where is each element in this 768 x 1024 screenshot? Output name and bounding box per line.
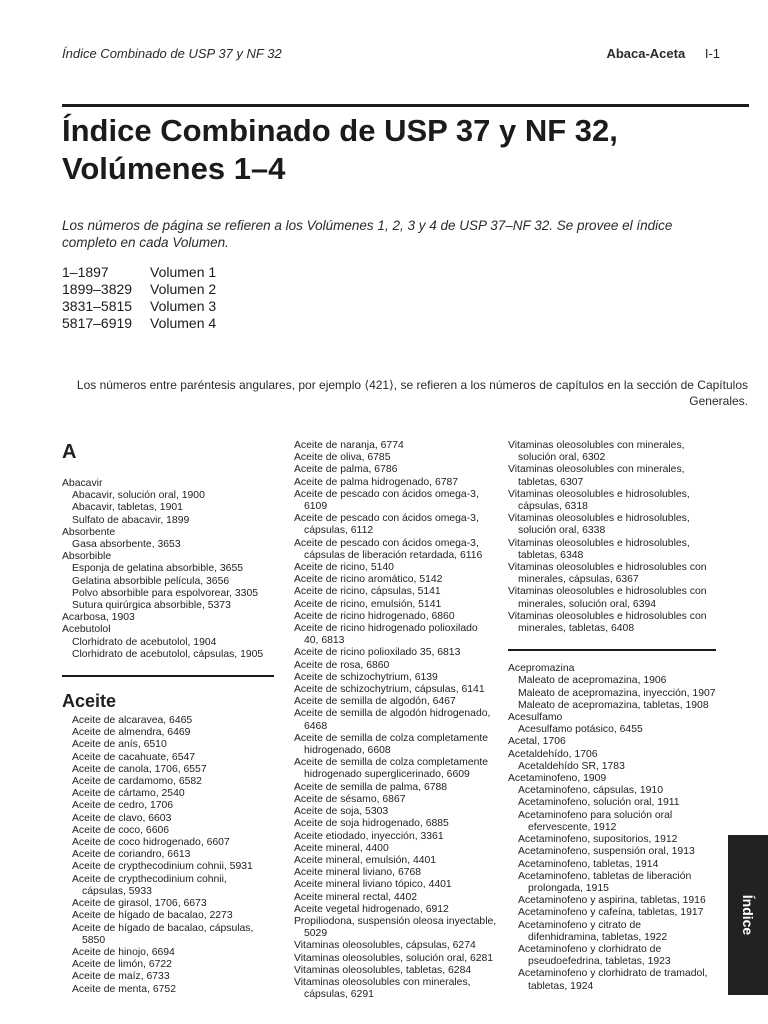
- index-entry-text: Aceite de ricino polioxilado 35, 6813: [294, 647, 461, 659]
- section-range: Abaca-Aceta: [606, 46, 686, 61]
- index-entry-text: Vitaminas oleosolubles con minerales,: [294, 976, 471, 988]
- section-heading-aceite: Aceite: [62, 691, 117, 712]
- index-entry-text: Aceite de ricino, 5140: [294, 562, 394, 574]
- index-entry-text: Aceite de anís, 6510: [72, 739, 167, 751]
- index-entry-text: Aceite de palma hidrogenado, 6787: [294, 476, 459, 488]
- index-entry-continuation: pseudoefedrina, tabletas, 1923: [528, 956, 671, 968]
- index-entry-text: Acesulfamo potásico, 6455: [518, 724, 643, 736]
- index-list-acepromazina: [508, 663, 716, 992]
- index-entry: [294, 879, 498, 891]
- index-entry-text: Aceite de rosa, 6860: [294, 659, 390, 671]
- volume-row: [62, 264, 216, 281]
- index-entry-continuation: prolongada, 1915: [528, 882, 609, 894]
- index-entry: [62, 800, 274, 812]
- index-entry: [294, 818, 498, 830]
- index-entry-text: Vitaminas oleosolubles con minerales,: [508, 440, 685, 451]
- page-number: I-1: [704, 46, 720, 61]
- index-entry: [508, 489, 716, 513]
- index-entry: [508, 611, 716, 635]
- index-entry-text: Aceite de canola, 1706, 6557: [72, 763, 207, 775]
- index-entry: [62, 764, 274, 776]
- index-entry: [62, 588, 274, 600]
- running-title: Índice Combinado de USP 37 y NF 32: [62, 46, 282, 61]
- index-entry: [508, 944, 716, 968]
- index-entry: [294, 672, 498, 684]
- index-entry: [62, 551, 274, 563]
- volume-range: 3831–5815: [62, 298, 133, 314]
- index-entry-text: Clorhidrato de acebutolol, 1904: [72, 636, 217, 648]
- index-entry: [294, 733, 498, 757]
- index-entry-text: Acetaminofeno y citrato de: [518, 919, 642, 931]
- index-entry: [62, 502, 274, 514]
- index-entry-continuation: cápsulas, 5933: [82, 885, 152, 897]
- index-entry-text: Aceite de semilla de palma, 6788: [294, 781, 448, 793]
- index-entry-text: Aceite de ricino, emulsión, 5141: [294, 598, 442, 610]
- index-entry-text: Absorbible: [62, 551, 112, 563]
- index-entry-continuation: efervescente, 1912: [528, 821, 617, 833]
- index-entry: [294, 599, 498, 611]
- index-entry-continuation: tabletas, 6348: [518, 549, 584, 561]
- index-entry: [508, 700, 716, 712]
- index-entry: [62, 813, 274, 825]
- index-entry-text: Aceite de hinojo, 6694: [72, 946, 175, 958]
- index-entry-text: Aceite de cártamo, 2540: [72, 788, 185, 800]
- volume-ranges: [62, 264, 216, 332]
- index-entry-continuation: cápsulas, 6318: [518, 501, 588, 513]
- index-entry-continuation: tabletas, 6307: [518, 476, 584, 488]
- index-entry-text: Aceite de coco, 6606: [72, 824, 170, 836]
- index-entry: [294, 574, 498, 586]
- index-entry: [294, 562, 498, 574]
- index-entry: [294, 708, 498, 732]
- index-entry: [294, 843, 498, 855]
- index-entry: [62, 478, 274, 490]
- index-entry-text: Aceite de palma, 6786: [294, 464, 398, 476]
- index-entry-text: Aceite de semilla de colza completamente: [294, 732, 489, 744]
- index-entry-text: Sutura quirúrgica absorbible, 5373: [72, 600, 231, 612]
- index-entry-continuation: 5029: [304, 928, 328, 940]
- index-entry-text: Aceite de menta, 6752: [72, 983, 176, 995]
- index-entry-text: Aceite de cacahuate, 6547: [72, 751, 196, 763]
- index-entry-text: Vitaminas oleosolubles, cápsulas, 6274: [294, 940, 476, 952]
- volume-label: Volumen 2: [150, 281, 217, 297]
- volume-range: 1899–3829: [62, 281, 133, 297]
- index-entry-continuation: minerales, solución oral, 6394: [518, 598, 657, 610]
- index-entry-continuation: cápsulas, 6112: [304, 525, 374, 537]
- index-entry-text: Aceite de almendra, 6469: [72, 727, 191, 739]
- index-entry: [62, 971, 274, 983]
- volume-row: [62, 315, 216, 332]
- index-entry-text: Vitaminas oleosolubles e hidrosolubles,: [508, 513, 690, 525]
- index-entry-continuation: solución oral, 6302: [518, 452, 606, 464]
- running-header-right: [606, 46, 720, 61]
- index-entry: [294, 489, 498, 513]
- index-entry: [294, 757, 498, 781]
- index-entry: [508, 736, 716, 748]
- index-entry-text: Acetaminofeno, cápsulas, 1910: [518, 785, 663, 797]
- index-entry: [62, 715, 274, 727]
- section-letter: A: [62, 441, 77, 463]
- index-entry: [508, 749, 716, 761]
- index-entry: [294, 855, 498, 867]
- index-entry-text: Aceite de girasol, 1706, 6673: [72, 898, 207, 910]
- index-entry: [62, 612, 274, 624]
- index-entry-text: Aceite de cardamomo, 6582: [72, 776, 202, 788]
- index-entry-continuation: hidrogenado, 6608: [304, 745, 391, 757]
- index-entry: [62, 788, 274, 800]
- index-entry: [294, 867, 498, 879]
- index-entry: [508, 675, 716, 687]
- index-entry-text: Aceite mineral liviano, 6768: [294, 867, 422, 879]
- index-entry-continuation: hidrogenado superglicerinado, 6609: [304, 769, 470, 781]
- index-entry: [62, 874, 274, 898]
- index-entry-text: Vitaminas oleosolubles e hidrosolubles,: [508, 488, 690, 500]
- index-entry-text: Abacavir, solución oral, 1900: [72, 490, 205, 502]
- index-entry-text: Acetal, 1706: [508, 736, 566, 748]
- index-entry: [62, 959, 274, 971]
- index-entry: [62, 637, 274, 649]
- index-entry-text: Aceite de cedro, 1706: [72, 800, 174, 812]
- index-entry: [294, 660, 498, 672]
- index-entry-text: Aceite de semilla de algodón, 6467: [294, 696, 456, 708]
- index-entry: [508, 785, 716, 797]
- index-entry-text: Acetaldehído SR, 1783: [518, 760, 625, 772]
- index-entry-text: Aceite de limón, 6722: [72, 959, 172, 971]
- index-entry: [62, 600, 274, 612]
- index-entry: [62, 527, 274, 539]
- index-entry-continuation: tabletas, 1924: [528, 980, 594, 992]
- index-entry: [294, 440, 498, 452]
- index-entry: [62, 576, 274, 588]
- index-entry-text: Aceite de pescado con ácidos omega-3,: [294, 513, 479, 525]
- index-entry: [294, 647, 498, 659]
- index-entry-text: Abacavir, tabletas, 1901: [72, 502, 183, 514]
- index-entry-text: Aceite de ricino aromático, 5142: [294, 574, 443, 586]
- index-entry-text: Acetaminofeno, supositorios, 1912: [518, 834, 678, 846]
- index-entry-text: Aceite de semilla de colza completamente: [294, 757, 489, 769]
- index-entry-text: Aceite mineral, 4400: [294, 842, 389, 854]
- index-entry-text: Gelatina absorbible película, 3656: [72, 575, 230, 587]
- index-entry: [294, 611, 498, 623]
- index-entry-text: Absorbente: [62, 526, 116, 538]
- index-entry-text: Aceite de ricino, cápsulas, 5141: [294, 586, 441, 598]
- index-entry-text: Acetaminofeno, tabletas, 1914: [518, 858, 659, 870]
- index-entry-text: Polvo absorbible para espolvorear, 3305: [72, 587, 259, 599]
- index-entry-text: Vitaminas oleosolubles e hidrosolubles con: [508, 610, 707, 622]
- index-entry: [62, 739, 274, 751]
- index-entry-text: Acetaminofeno y clorhidrato de tramadol,: [518, 968, 708, 980]
- index-entry: [508, 834, 716, 846]
- index-entry-text: Aceite de crypthecodinium cohnii, 5931: [72, 861, 253, 873]
- index-entry-text: Aceite de sésamo, 6867: [294, 793, 406, 805]
- index-entry-text: Acetaminofeno y clorhidrato de: [518, 943, 662, 955]
- volume-row: [62, 298, 216, 315]
- index-entry: [294, 586, 498, 598]
- index-entry: [62, 539, 274, 551]
- index-entry: [508, 440, 716, 464]
- index-entry-text: Propiliodona, suspensión oleosa inyectable,: [294, 915, 497, 927]
- index-entry: [294, 904, 498, 916]
- index-entry-text: Acetaminofeno y cafeína, tabletas, 1917: [518, 907, 704, 919]
- index-column-2: [294, 440, 498, 1001]
- index-entry-text: Acetaminofeno para solución oral: [518, 809, 673, 821]
- index-entry-text: Acarbosa, 1903: [62, 612, 135, 624]
- index-entry: [62, 776, 274, 788]
- index-entry-text: Acetaminofeno y aspirina, tabletas, 1916: [518, 895, 706, 907]
- index-entry: [508, 562, 716, 586]
- index-entry: [294, 965, 498, 977]
- index-entry: [294, 892, 498, 904]
- index-entry-text: Aceite de naranja, 6774: [294, 440, 404, 451]
- index-entry-text: Aceite de maíz, 6733: [72, 971, 170, 983]
- index-entry: [294, 477, 498, 489]
- index-entry: [62, 515, 274, 527]
- index-entry-text: Vitaminas oleosolubles, solución oral, 6281: [294, 952, 494, 964]
- index-entry-text: Aceite mineral liviano tópico, 4401: [294, 879, 452, 891]
- index-entry: [62, 898, 274, 910]
- index-entry-text: Aceite de alcaravea, 6465: [72, 715, 193, 727]
- index-entry: [62, 837, 274, 849]
- index-entry-text: Aceite de oliva, 6785: [294, 452, 391, 464]
- index-entry: [62, 752, 274, 764]
- index-entry-text: Acetaminofeno, suspensión oral, 1913: [518, 846, 695, 858]
- index-entry-text: Aceite de coco hidrogenado, 6607: [72, 837, 230, 849]
- index-entry-continuation: cápsulas, 6291: [304, 989, 374, 1001]
- index-entry: [508, 464, 716, 488]
- index-entry-text: Abacavir: [62, 478, 103, 489]
- index-entry-continuation: 5850: [82, 934, 106, 946]
- index-entry-text: Acepromazina: [508, 663, 575, 675]
- index-entry-text: Aceite de crypthecodinium cohnii,: [72, 873, 227, 885]
- index-entry-continuation: solución oral, 6338: [518, 525, 606, 537]
- index-entry-text: Aceite de schizochytrium, 6139: [294, 671, 438, 683]
- index-entry: [294, 464, 498, 476]
- index-entry-text: Aceite de coriandro, 6613: [72, 849, 191, 861]
- index-entry: [508, 907, 716, 919]
- index-list-vitaminas: [508, 440, 716, 635]
- index-entry-text: Aceite de hígado de bacalao, 2273: [72, 910, 233, 922]
- index-entry-text: Clorhidrato de acebutolol, cápsulas, 1905: [72, 648, 264, 660]
- index-entry: [62, 490, 274, 502]
- index-entry: [294, 696, 498, 708]
- index-entry-text: Aceite mineral, emulsión, 4401: [294, 854, 437, 866]
- index-entry: [508, 663, 716, 675]
- index-entry-text: Aceite de pescado con ácidos omega-3,: [294, 488, 479, 500]
- index-entry-continuation: 6109: [304, 501, 328, 513]
- index-entry-text: Aceite de hígado de bacalao, cápsulas,: [72, 922, 254, 934]
- index-entry: [62, 849, 274, 861]
- index-entry-text: Maleato de acepromazina, tabletas, 1908: [518, 699, 709, 711]
- index-entry-text: Aceite de ricino hidrogenado polioxilado: [294, 623, 478, 635]
- volume-range: 1–1897: [62, 264, 109, 280]
- index-entry: [294, 538, 498, 562]
- index-entry-text: Acetaminofeno, solución oral, 1911: [518, 797, 680, 809]
- intro-text: Los números de página se refieren a los Volúmenes 1, 2, 3 y 4 de USP 37–NF 32. Se provee el índice completo en cada Volumen.: [62, 218, 673, 250]
- index-entry: [294, 782, 498, 794]
- index-entry-text: Aceite etiodado, inyección, 3361: [294, 830, 444, 842]
- index-entry: [508, 513, 716, 537]
- index-entry: [62, 563, 274, 575]
- index-entry-text: Vitaminas oleosolubles con minerales,: [508, 464, 685, 476]
- index-entry: [508, 712, 716, 724]
- title-rule: [62, 104, 749, 107]
- index-entry: [508, 895, 716, 907]
- volume-label: Volumen 4: [150, 315, 217, 331]
- index-entry: [294, 513, 498, 537]
- side-tab-label: Índice: [740, 894, 756, 936]
- volume-label: Volumen 3: [150, 298, 217, 314]
- index-entry: [62, 984, 274, 996]
- index-entry-continuation: minerales, tabletas, 6408: [518, 623, 635, 635]
- index-entry-text: Vitaminas oleosolubles, tabletas, 6284: [294, 964, 472, 976]
- index-entry: [508, 761, 716, 773]
- index-entry: [508, 871, 716, 895]
- volume-range: 5817–6919: [62, 315, 133, 331]
- index-entry: [294, 940, 498, 952]
- index-entry-text: Aceite vegetal hidrogenado, 6912: [294, 903, 449, 915]
- index-entry-text: Vitaminas oleosolubles e hidrosolubles con: [508, 562, 707, 574]
- index-entry-continuation: cápsulas de liberación retardada, 6116: [304, 549, 483, 561]
- index-entry: [62, 910, 274, 922]
- index-entry: [294, 977, 498, 1001]
- index-entry: [294, 806, 498, 818]
- index-entry-text: Aceite de soja hidrogenado, 6885: [294, 818, 449, 830]
- index-entry: [508, 586, 716, 610]
- index-entry: [508, 810, 716, 834]
- index-entry-continuation: 6468: [304, 720, 328, 732]
- index-entry: [62, 923, 274, 947]
- index-entry-text: Sulfato de abacavir, 1899: [72, 514, 190, 526]
- index-entry: [294, 794, 498, 806]
- index-entry: [508, 968, 716, 992]
- index-entry-text: Vitaminas oleosolubles e hidrosolubles con: [508, 586, 707, 598]
- index-entry-text: Maleato de acepromazina, inyección, 1907: [518, 687, 716, 699]
- index-entry: [294, 452, 498, 464]
- index-entry-text: Aceite de ricino hidrogenado, 6860: [294, 610, 455, 622]
- chapter-note: Los números entre paréntesis angulares, por ejemplo ⟨421⟩, se refieren a los números de capítulos en la sección de Capítulos Generales.: [76, 378, 748, 408]
- index-entry-text: Aceite mineral rectal, 4402: [294, 891, 418, 903]
- index-list-aceite: [62, 715, 274, 996]
- volume-row: [62, 281, 216, 298]
- index-entry: [508, 688, 716, 700]
- index-entry: [294, 623, 498, 647]
- index-column-3: [508, 440, 716, 993]
- index-entry: [62, 649, 274, 661]
- index-entry: [508, 846, 716, 858]
- index-entry: [508, 773, 716, 785]
- index-entry: [294, 953, 498, 965]
- index-entry: [62, 727, 274, 739]
- index-entry: [508, 797, 716, 809]
- index-list-aceite-cont: [294, 440, 498, 1001]
- index-entry-text: Acebutolol: [62, 624, 111, 636]
- index-entry-text: Acetaminofeno, tabletas de liberación: [518, 870, 692, 882]
- index-entry-text: Gasa absorbente, 3653: [72, 539, 181, 551]
- index-entry-text: Aceite de schizochytrium, cápsulas, 6141: [294, 684, 485, 696]
- index-entry: [62, 624, 274, 636]
- index-entry-text: Aceite de soja, 5303: [294, 806, 389, 818]
- index-entry-text: Aceite de semilla de algodón hidrogenado,: [294, 708, 491, 720]
- index-entry-text: Vitaminas oleosolubles e hidrosolubles,: [508, 537, 690, 549]
- index-entry-text: Aceite de clavo, 6603: [72, 812, 172, 824]
- index-entry-text: Acesulfamo: [508, 712, 563, 724]
- index-entry: [294, 831, 498, 843]
- index-entry-continuation: difenhidramina, tabletas, 1922: [528, 931, 668, 943]
- index-entry: [294, 684, 498, 696]
- index-entry: [62, 825, 274, 837]
- index-entry-text: Aceite de pescado con ácidos omega-3,: [294, 537, 479, 549]
- page-title: Índice Combinado de USP 37 y NF 32, Volúmenes 1–4: [62, 113, 618, 186]
- index-column-1: [62, 440, 274, 996]
- index-entry: [508, 920, 716, 944]
- index-entry-continuation: 40, 6813: [304, 635, 345, 647]
- index-entry-text: Acetaminofeno, 1909: [508, 773, 607, 785]
- index-entry-text: Maleato de acepromazina, 1906: [518, 675, 667, 687]
- index-entry-text: Acetaldehído, 1706: [508, 748, 598, 760]
- section-rule: [62, 675, 274, 677]
- index-entry: [508, 859, 716, 871]
- section-rule: [508, 649, 716, 651]
- volume-label: Volumen 1: [150, 264, 217, 280]
- index-entry: [62, 861, 274, 873]
- index-entry: [62, 947, 274, 959]
- index-entry: [508, 724, 716, 736]
- index-side-tab: [728, 835, 768, 995]
- index-entry-text: Esponja de gelatina absorbible, 3655: [72, 563, 243, 575]
- index-entry-continuation: minerales, cápsulas, 6367: [518, 574, 639, 586]
- index-list-abacavir: [62, 478, 274, 661]
- index-entry: [508, 538, 716, 562]
- index-entry: [294, 916, 498, 940]
